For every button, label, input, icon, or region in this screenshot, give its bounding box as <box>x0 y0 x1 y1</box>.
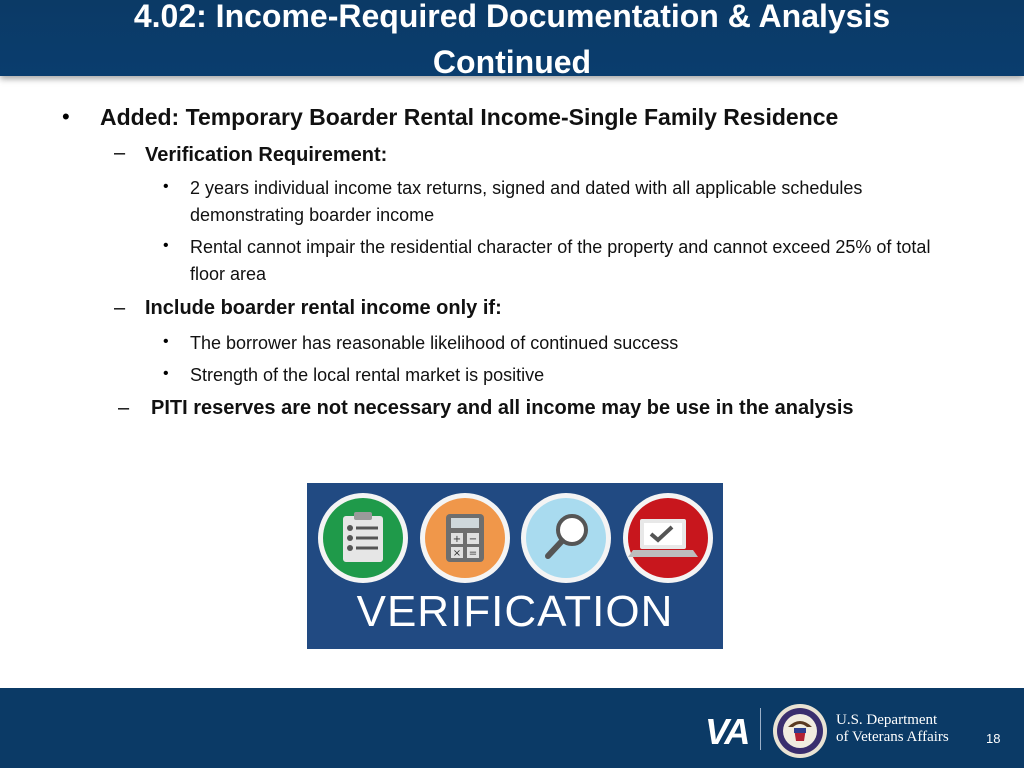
include-item-1: The borrower has reasonable likelihood of continued success <box>190 333 679 353</box>
piti-heading: PITI reserves are not necessary and all income may be use in the analysis <box>151 397 854 419</box>
va-seal-icon <box>772 703 828 759</box>
dash-marker: – <box>114 142 126 164</box>
dash-marker: – <box>114 297 126 319</box>
svg-text:−: − <box>468 534 478 545</box>
clipboard-checklist-icon <box>318 493 408 583</box>
include-item-2: Strength of the local rental market is positive <box>190 365 545 385</box>
va-logo-text: VA <box>705 711 749 752</box>
verification-item-2: Rental cannot impair the residential character of the property and cannot exceed 25% of total floor area <box>190 237 931 284</box>
bullet-marker: • <box>62 104 70 129</box>
department-name <box>836 712 949 746</box>
svg-text:=: = <box>468 548 478 559</box>
svg-text:+: + <box>452 534 462 545</box>
laptop-check-icon <box>623 493 713 583</box>
sub-bullet-marker: • <box>163 365 169 382</box>
dept-line-2: of Veterans Affairs <box>836 729 949 745</box>
sub-bullet-marker: • <box>163 333 169 350</box>
dept-line-1: U.S. Department <box>836 712 938 728</box>
svg-text:×: × <box>452 548 462 559</box>
dash-marker: – <box>118 397 130 419</box>
verification-image <box>307 483 723 649</box>
title-line-1: 4.02: Income-Required Documentation & Analysis <box>133 0 891 34</box>
sub-bullet-marker: • <box>163 178 169 195</box>
sub-bullet-marker: • <box>163 237 169 254</box>
include-heading: Include boarder rental income only if: <box>145 297 502 319</box>
footer-divider <box>760 708 761 750</box>
verification-heading: Verification Requirement: <box>145 144 388 166</box>
verification-word: VERIFICATION <box>356 587 674 636</box>
title-bar <box>0 0 1024 80</box>
magnifier-icon <box>521 493 611 583</box>
slide-title <box>40 0 984 85</box>
page-number: 18 <box>986 731 1001 746</box>
main-bullet-text: Added: Temporary Boarder Rental Income-Single Family Residence <box>100 104 839 130</box>
verification-item-1: 2 years individual income tax returns, signed and dated with all applicable schedules demonstrating boarder income <box>190 178 863 225</box>
title-line-2: Continued <box>432 44 592 80</box>
calculator-icon <box>420 493 510 583</box>
